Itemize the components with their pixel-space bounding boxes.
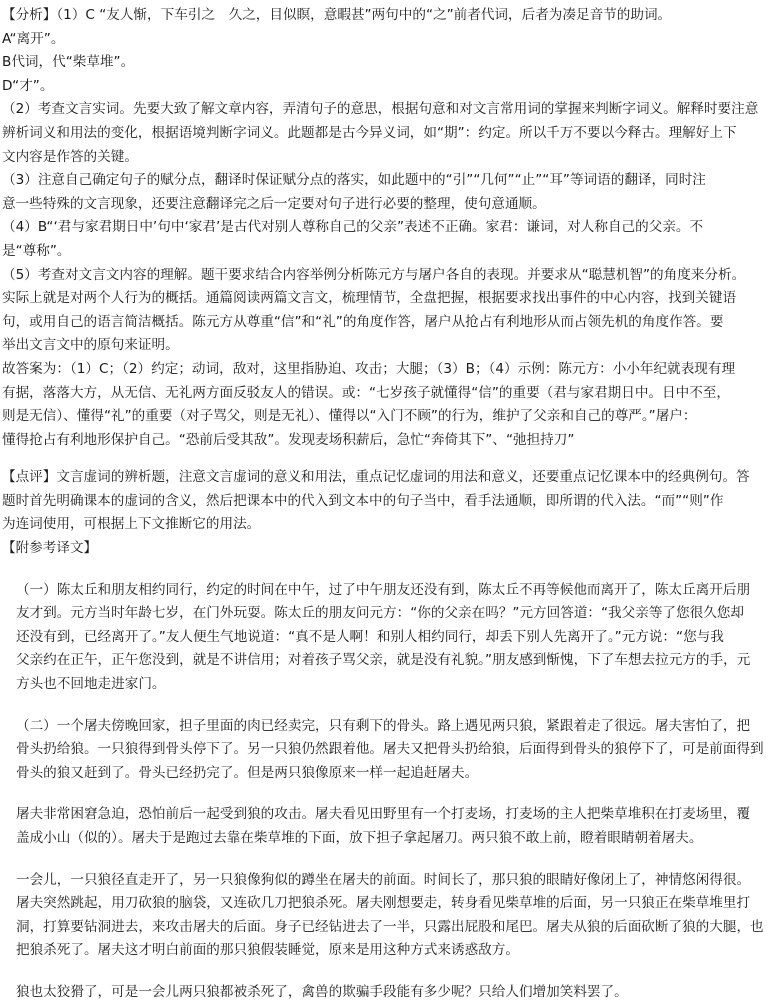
- translation-line: 把狼杀死了。屠夫这才明白前面的那只狼假装睡觉，原来是用这种方式来诱惑敌方。: [16, 942, 519, 959]
- translation-line: 洞，打算要钻洞进去，来攻击屠夫的后面。身子已经钻进去了一半，只露出屁股和尾巴。屠夫从狼的后面砍断了狼的大腿，也: [16, 918, 764, 935]
- analysis-line: D“才”。: [2, 77, 54, 94]
- analysis-line: B代词，代“柴草堆”。: [2, 54, 135, 71]
- answer-line: 则是无信）、懂得“礼”的重要（对子骂父，则是无礼）、懂得以“入门不顾”的行为，维护了父亲和自己的尊严。”屠户：: [2, 408, 697, 425]
- translation-paragraph-1: [2, 579, 774, 697]
- translation-line: （二）一个屠夫傍晚回家，担子里面的肉已经卖完，只有剩下的骨头。路上遇见两只狼，紧跟着走了很远。屠夫害怕了，把: [16, 717, 751, 734]
- analysis-line: （4）B“‘君与家君期日中’句中‘家君’是古代对别人尊称自己的父亲”表述不正确。家君：谦词，对人称自己的父亲。不: [2, 219, 704, 236]
- comment-line: 为连词使用，可根据上下文推断它的用法。: [2, 516, 261, 533]
- translation-paragraph-4: [2, 869, 774, 963]
- analysis-line: 句，或用自己的语言简洁概括。陈元方从尊重“信”和“礼”的角度作答，屠户从抢占有利地形从而占领先机的角度作答。要: [2, 313, 724, 330]
- translation-line: 屠夫非常困窘急迫，恐怕前后一起受到狼的攻击。屠夫看见田野里有一个打麦场，打麦场的主人把柴草堆积在打麦场里，覆: [16, 806, 751, 823]
- translation-line: 一会儿，一只狼径直走开了，另一只狼像狗似的蹲坐在屠夫的前面。时间长了，那只狼的眼睛好像闭上了，神情悠闲得很。: [16, 871, 751, 888]
- analysis-line: 【分析】（1）C “友人惭，下车引之 久之，目似瞑，意暇甚”两句中的“之”前者代词，后者为凑足音节的助词。: [2, 7, 672, 23]
- translation-line: 父亲约在正午，正午您没到，就是不讲信用；对着孩子骂父亲，就是没有礼貌。”朋友感到惭愧，下了车想去拉元方的手，元: [16, 652, 751, 669]
- translation-line: （一）陈太丘和朋友相约同行，约定的时间在中午，过了中午朋友还没有到，陈太丘不再等候他而离开了，陈太丘离开后朋: [16, 581, 751, 598]
- translation-paragraph-5: [2, 981, 774, 1005]
- comment-line: 题时首先明确课本的虚词的含义，然后把课本中的代入到文本中的句子当中，看手法通顺，即所谓的代入法。“而”“则”作: [2, 492, 724, 509]
- analysis-line: 文内容是作答的关键。: [2, 148, 138, 165]
- answer-line: 有据，落落大方，从无信、无礼两方面反驳友人的错误。或：“七岁孩子就懂得“信”的重要（君与家君期日中。日中不至，: [2, 384, 730, 401]
- translation-line: 骨头的狼又赶到了。骨头已经扔完了。但是两只狼像原来一样一起追赶屠夫。: [16, 764, 479, 781]
- translation-paragraph-2: [2, 715, 774, 786]
- answer-line: 故答案为：（1）C；（2）约定；动词，敌对，这里指胁迫、攻击；大腿；（3）B；（4）示例：陈元方：小小年纪就表现有理: [2, 360, 736, 377]
- translation-paragraph-3: [2, 803, 774, 850]
- translation-heading: 【附参考译文】: [2, 540, 98, 557]
- analysis-line: 是“尊称”。: [2, 242, 71, 259]
- translation-line: 骨头扔给狼。一只狼得到骨头停下了。另一只狼仍然跟着他。屠夫又把骨头扔给狼，后面得到骨头的狼停下了，可是前面得到: [16, 741, 764, 758]
- translation-line: 还没有到，已经离开了。”友人便生气地说道：“真不是人啊！和别人相约同行，却丢下别人先离开了。”元方说：“您与我: [16, 628, 724, 645]
- translation-line: 盖成小山（似的）。屠夫于是跑过去靠在柴草堆的下面，放下担子拿起屠刀。两只狼不敢上前，瞪着眼睛朝着屠夫。: [16, 830, 703, 846]
- translation-line: 屠夫突然跳起，用刀砍狼的脑袋，又连砍几刀把狼杀死。屠夫刚想要走，转身看见柴草堆的后面，另一只狼正在柴草堆里打: [16, 895, 751, 912]
- analysis-line: （3）注意自己确定句子的赋分点，翻译时保证赋分点的落实，如此题中的“引”“几何”“止”“耳”等词语的翻译，同时注: [2, 172, 706, 189]
- translation-line: 狼也太狡猾了，可是一会儿两只狼都被杀死了，禽兽的欺骗手段能有多少呢？只给人们增加笑料罢了。: [16, 983, 628, 1000]
- analysis-line: （2）考查文言实词。先要大致了解文章内容，弄清句子的意思，根据句意和对文言常用词的掌握来判断字词义。解释时要注意: [2, 101, 759, 118]
- comment-section: [2, 466, 774, 560]
- analysis-line: 举出文言文中的原句来证明。: [2, 337, 179, 354]
- translation-line: 友才到。元方当时年龄七岁，在门外玩耍。陈太丘的朋友问元方：“你的父亲在吗？”元方回答道：“我父亲等了您很久您却: [16, 605, 744, 622]
- analysis-line: 辨析词义和用法的变化，根据语境判断字词义。此题都是古今异义词，如“期”：约定。所以千万不要以今释古。理解好上下: [2, 124, 737, 141]
- comment-line: 【点评】文言虚词的辨析题，注意文言虚词的意义和用法，重点记忆虚词的用法和意义，还要重点记忆课本中的经典例句。答: [2, 469, 750, 486]
- analysis-line: 实际上就是对两个人行为的概括。通篇阅读两篇文言文，梳理情节，全盘把握，根据要求找出事件的中心内容，找到关键语: [2, 290, 737, 307]
- analysis-line: 意一些特殊的文言现象，还要注意翻译完之后一定要对句子进行必要的整理，使句意通顺。: [2, 195, 546, 212]
- analysis-line: （5）考查对文言文内容的理解。题干要求结合内容举例分析陈元方与屠户各自的表现。并要求从“聪慧机智”的角度来分析。: [2, 266, 746, 283]
- answer-line: 懂得抢占有利地形保护自己。“恐前后受其敌”。发现麦场积薪后，急忙“奔倚其下”、“弛担持刀”: [2, 431, 575, 448]
- translation-line: 方头也不回地走进家门。: [16, 676, 166, 693]
- analysis-line: A“离开”。: [2, 30, 65, 47]
- analysis-section: [2, 4, 774, 452]
